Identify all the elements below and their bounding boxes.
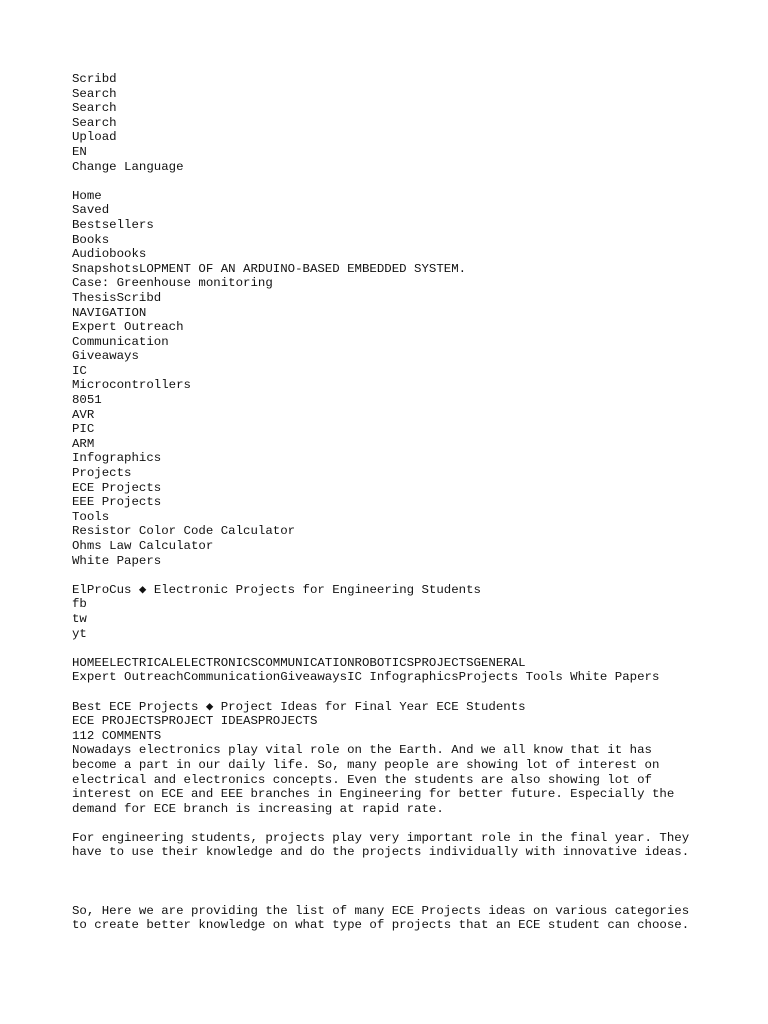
search-link[interactable]: Search xyxy=(72,101,117,116)
case-line: Case: Greenhouse monitoring xyxy=(72,276,273,291)
nav-link-microcontrollers[interactable]: Microcontrollers xyxy=(72,378,191,393)
scribd-logo-link[interactable]: Scribd xyxy=(72,72,117,86)
language-code[interactable]: EN xyxy=(72,144,87,159)
nav-link-ic[interactable]: IC xyxy=(72,363,87,378)
spacer xyxy=(72,860,712,889)
secondary-menu[interactable]: Expert OutreachCommunicationGiveawaysIC InfographicsProjects Tools White Papers xyxy=(72,670,660,685)
nav-link-tools[interactable]: Tools xyxy=(72,509,110,524)
facebook-link[interactable]: fb xyxy=(72,597,87,612)
site-navigation xyxy=(72,306,712,569)
nav-link-projects[interactable]: Projects xyxy=(72,466,132,481)
main-menu[interactable]: HOMEELECTRICALELECTRONICSCOMMUNICATIONROBOTICSPROJECTSGENERAL xyxy=(72,655,526,670)
article-comments-count[interactable]: 112 COMMENTS xyxy=(72,728,162,743)
article-paragraph xyxy=(72,831,712,860)
article-title: Best ECE Projects ◆ Project Ideas for Final Year ECE Students xyxy=(72,699,526,714)
spacer xyxy=(72,174,712,189)
article xyxy=(72,700,712,934)
nav-link-avr[interactable]: AVR xyxy=(72,407,95,422)
article-categories[interactable]: ECE PROJECTSPROJECT IDEASPROJECTS xyxy=(72,714,318,729)
nav-link-ohms-law-calculator[interactable]: Ohms Law Calculator xyxy=(72,539,214,553)
navigation-heading: NAVIGATION xyxy=(72,305,147,320)
nav-link-expert-outreach[interactable]: Expert Outreach xyxy=(72,320,184,335)
paragraph-line: So, Here we are providing the list of many ECE Projects ideas on various categories xyxy=(72,903,690,918)
menus xyxy=(72,656,712,685)
upload-link[interactable]: Upload xyxy=(72,130,117,145)
site-title-link[interactable]: ElProCus ◆ Electronic Projects for Engineering Students xyxy=(72,582,481,597)
nav-link-infographics[interactable]: Infographics xyxy=(72,451,162,466)
nav-item-saved[interactable]: Saved xyxy=(72,203,110,218)
spacer xyxy=(72,568,712,583)
article-paragraph xyxy=(72,743,712,816)
snapshots-line: SnapshotsLOPMENT OF AN ARDUINO-BASED EMBEDDED SYSTEM. xyxy=(72,261,467,276)
paragraph-line: electrical and electronics concepts. Even the students are also showing lot of xyxy=(72,772,652,787)
nav-link-resistor-calculator[interactable]: Resistor Color Code Calculator xyxy=(72,524,296,539)
paragraph-line: to create better knowledge on what type of projects that an ECE student can choose. xyxy=(72,918,690,933)
nav-link-giveaways[interactable]: Giveaways xyxy=(72,349,139,364)
nav-link-communication[interactable]: Communication xyxy=(72,334,169,349)
nav-item-bestsellers[interactable]: Bestsellers xyxy=(72,217,154,232)
thesis-line: ThesisScribd xyxy=(72,290,162,305)
search-link[interactable]: Search xyxy=(72,115,117,130)
paragraph-line: have to use their knowledge and do the projects individually with innovative ideas. xyxy=(72,845,690,860)
paragraph-line: demand for ECE branch is increasing at rapid rate. xyxy=(72,801,444,816)
nav-link-arm[interactable]: ARM xyxy=(72,436,95,451)
change-language-link[interactable]: Change Language xyxy=(72,159,184,174)
twitter-link[interactable]: tw xyxy=(72,611,87,626)
spacer xyxy=(72,641,712,656)
spacer xyxy=(72,816,712,831)
scribd-nav xyxy=(72,189,712,306)
nav-link-ece-projects[interactable]: ECE Projects xyxy=(72,480,162,495)
nav-item-audiobooks[interactable]: Audiobooks xyxy=(72,247,147,262)
spacer xyxy=(72,685,712,700)
youtube-link[interactable]: yt xyxy=(72,626,87,641)
scribd-header xyxy=(72,72,712,174)
nav-item-books[interactable]: Books xyxy=(72,232,110,247)
site-header xyxy=(72,583,712,641)
search-link[interactable]: Search xyxy=(72,86,117,101)
paragraph-line: For engineering students, projects play very important role in the final year. They xyxy=(72,830,690,845)
nav-link-white-papers[interactable]: White Papers xyxy=(72,553,162,568)
document-page xyxy=(72,72,712,933)
nav-item-home[interactable]: Home xyxy=(72,188,102,203)
paragraph-line: interest on ECE and EEE branches in Engineering for better future. Especially the xyxy=(72,787,675,802)
paragraph-line: Nowadays electronics play vital role on the Earth. And we all know that it has xyxy=(72,743,652,758)
nav-link-eee-projects[interactable]: EEE Projects xyxy=(72,495,162,510)
nav-link-8051[interactable]: 8051 xyxy=(72,393,102,408)
spacer xyxy=(72,889,712,904)
article-paragraph xyxy=(72,904,712,933)
nav-link-pic[interactable]: PIC xyxy=(72,422,95,437)
paragraph-line: become a part in our daily life. So, many people are showing lot of interest on xyxy=(72,757,660,772)
